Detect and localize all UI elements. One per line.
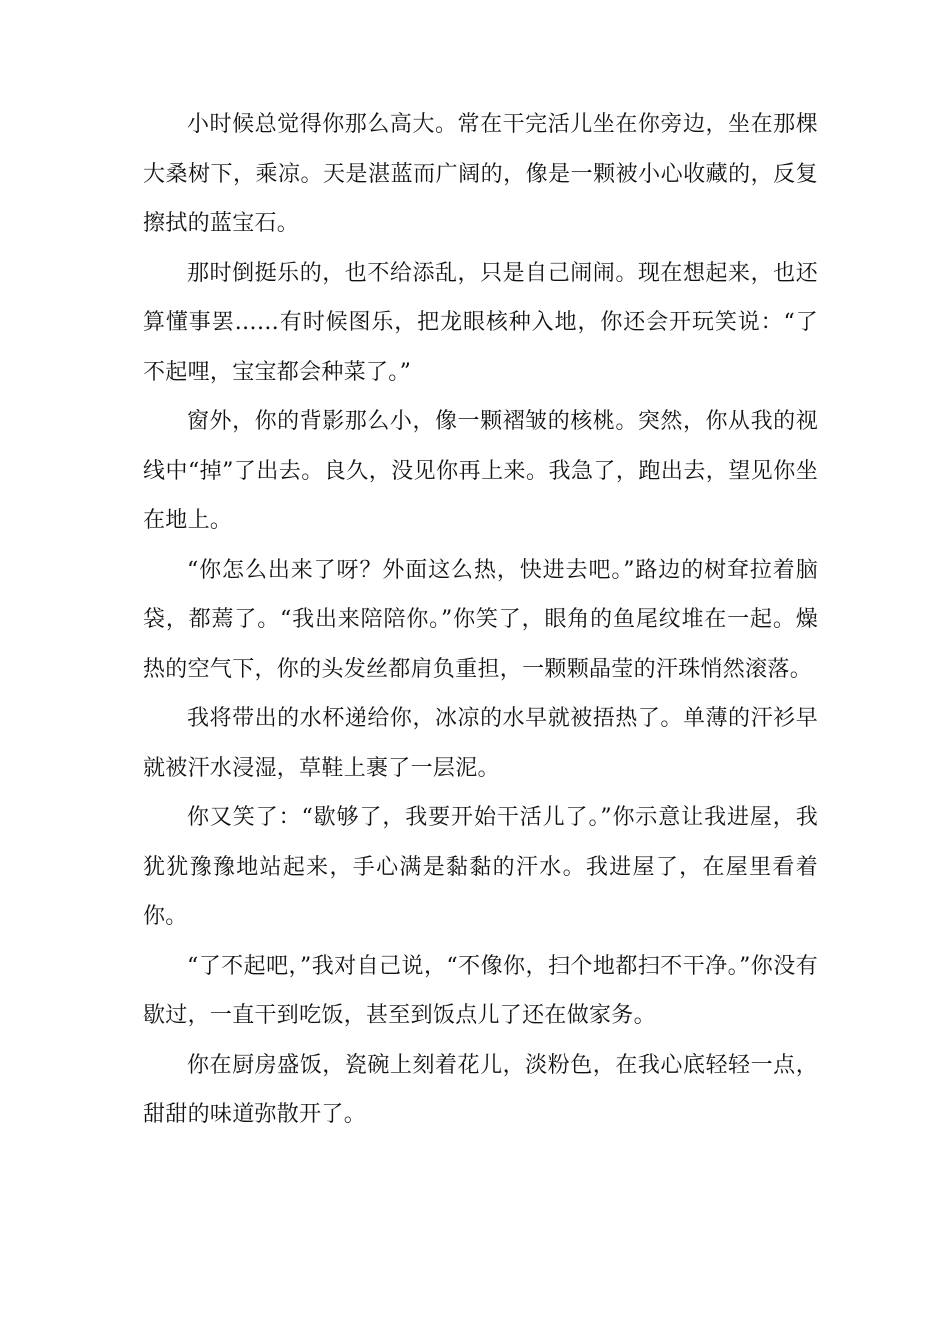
paragraph-1: 小时候总觉得你那么高大。常在干完活儿坐在你旁边，坐在那棵大桑树下，乘凉。天是湛蓝而广阔的，像是一颗被小心收藏的，反复擦拭的蓝宝石。 <box>143 112 818 236</box>
paragraph-5: 我将带出的水杯递给你，冰凉的水早就被捂热了。单薄的汗衫早就被汗水浸湿，草鞋上裹了一层泥。 <box>143 706 818 781</box>
document-body <box>143 100 818 1140</box>
paragraph-7: “了不起吧，”我对自己说，“不像你，扫个地都扫不干净。”你没有歇过，一直干到吃饭，甚至到饭点儿了还在做家务。 <box>143 953 818 1028</box>
paragraph-2: 那时倒挺乐的，也不给添乱，只是自己闹闹。现在想起来，也还算懂事罢……有时候图乐，把龙眼核种入地，你还会开玩笑说：“了不起哩，宝宝都会种菜了。” <box>143 260 818 385</box>
paragraph-3: 窗外，你的背影那么小，像一颗褶皱的核桃。突然，你从我的视线中“掉”了出去。良久，没见你再上来。我急了，跑出去，望见你坐在地上。 <box>143 409 818 533</box>
paragraph-6: 你又笑了：“歇够了，我要开始干活儿了。”你示意让我进屋，我犹犹豫豫地站起来，手心满是黏黏的汗水。我进屋了，在屋里看着你。 <box>143 805 818 929</box>
paragraph-4: “你怎么出来了呀？外面这么热，快进去吧。”路边的树耷拉着脑袋，都蔫了。“我出来陪陪你。”你笑了，眼角的鱼尾纹堆在一起。燥热的空气下，你的头发丝都肩负重担，一颗颗晶莹的汗珠悄然滚落。 <box>143 557 818 682</box>
paragraph-8: 你在厨房盛饭，瓷碗上刻着花儿，淡粉色，在我心底轻轻一点，甜甜的味道弥散开了。 <box>143 1052 818 1127</box>
